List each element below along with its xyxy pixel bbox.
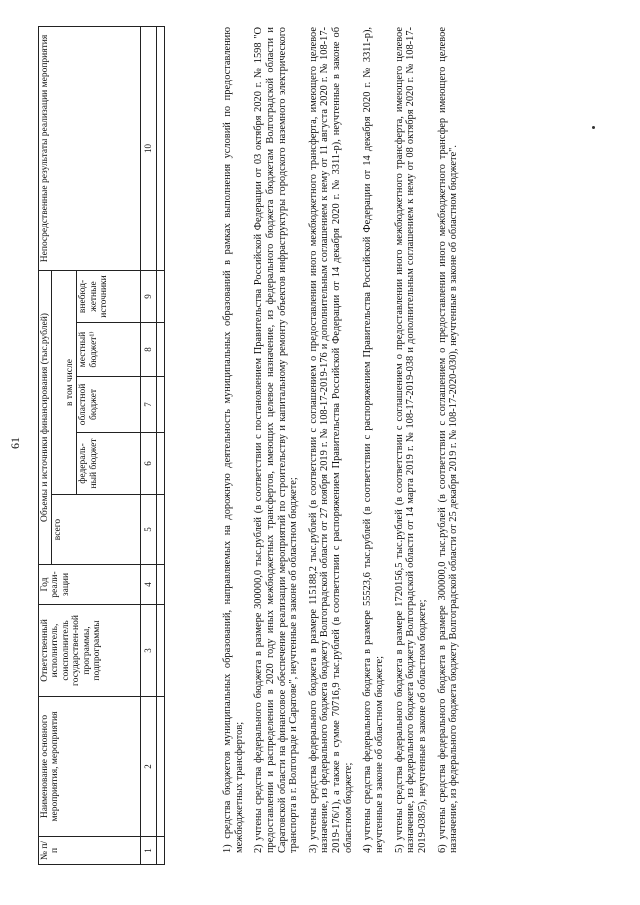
header-col-number: № п/п — [39, 837, 141, 865]
footnote: 1) средства бюджетов муниципальных образований, направляемых на дорожную деятельность муниципальных образований в рамках выполнения условий по предоставлению межбюджетных трансфертов; — [222, 27, 245, 853]
header-col-extra: внебюд-жетные источники — [77, 270, 141, 322]
column-number: 2 — [141, 697, 157, 837]
page-number: 61 — [8, 437, 22, 449]
header-col-name: Наименование основного мероприятия, мероприятия — [39, 697, 141, 837]
header-table — [38, 26, 165, 865]
column-number: 9 — [141, 270, 157, 322]
header-col-total: всего — [52, 495, 141, 565]
header-col-regional: областной бюджет — [77, 377, 141, 433]
header-col-federal: федераль-ный бюджет — [77, 433, 141, 495]
footnotes — [222, 27, 468, 853]
header-col-local: местный бюджет¹⁾ — [77, 323, 141, 377]
column-number: 8 — [141, 323, 157, 377]
column-number: 3 — [141, 605, 157, 697]
header-col-year: Год реали-зации — [39, 565, 141, 605]
footnote: 6) учтены средства федерального бюджета в размере 300000,0 тыс.рублей (в соответствии с соглашением о предоставлении иного межбюджетного трансфер имеющего целевое назначение, из федерального бюджета бюджету Волгоградской области от 25 декабря 2019 г. № 108-17-2020-030), неучтенные в законе об областном бюджете". — [436, 27, 460, 853]
header-col-responsible: Ответственный исполнитель, соисполнитель государствен-ной программы, подпрограммы — [39, 605, 141, 697]
header-col-including: в том числе — [64, 270, 77, 494]
header-col-results: Непосредственные результаты реализации мероприятия — [39, 26, 141, 270]
column-number: 1 — [141, 837, 157, 865]
column-number: 10 — [141, 26, 157, 270]
footnote: 5) учтены средства федерального бюджета в размере 1720156,5 тыс.рублей (в соответствии с соглашением о предоставлении иного межбюджетного трансферта, имеющего целевое назначение, из федерального бюджета бюджету Волгоградской области от 14 марта 2019 г. № 108-17-2019-038 и дополнительным соглашением к нему от 08 октября 2020 г. № 108-17-2019-038/5), неучтенные в законе об областном бюджете; — [393, 27, 428, 853]
footnote: 2) учтены средства федерального бюджета в размере 300000,0 тыс.рублей (в соответствии с постановлением Правительства Российской Федерации от 03 октября 2020 г. № 1598 "О предоставлении и распределении в 2020 году иных межбюджетных трансфертов, имеющих целевое назначение, из федерального бюджета бюджетам Волгоградской области и Саратовской области на финансовое обеспечение реализации мероприятий по строительству и капитальному ремонту объектов инфраструктуры городского наземного электрического транспорта в г. Волгограде и Саратове", неучтенные в законе об областном бюджете; — [253, 27, 300, 853]
header-col-funding: Объемы и источники финансирования (тыс.рублей) — [39, 270, 52, 564]
footnote: 3) учтены средства федерального бюджета в размере 115188,2 тыс.рублей (в соответствии с соглашением о предоставлении иного межбюджетного трансферта, имеющего целевое назначение, из федерального бюджета бюджету Волгоградской области от 27 ноября 2019 г. № 108-17-2019-176 и дополнительным соглашением к нему от 11 августа 2020 г. № 108-17-2019-176/1), а также в сумме 70716,9 тыс.рублей (в соответствии с распоряжением Правительства Российской Федерации от 14 декабря 2020 г. № 3311-р), неучтенные в законе об областном бюджете; — [307, 27, 354, 853]
column-number: 7 — [141, 377, 157, 433]
column-number: 5 — [141, 495, 157, 565]
stray-mark — [592, 126, 595, 129]
column-number: 6 — [141, 433, 157, 495]
footnote: 4) учтены средства федерального бюджета в размере 55523,6 тыс.рублей (в соответствии с распоряжением Правительства Российской Федерации от 14 декабря 2020 г. № 3311-р), неучтенные в законе об областном бюджете; — [362, 27, 386, 853]
column-number: 4 — [141, 565, 157, 605]
